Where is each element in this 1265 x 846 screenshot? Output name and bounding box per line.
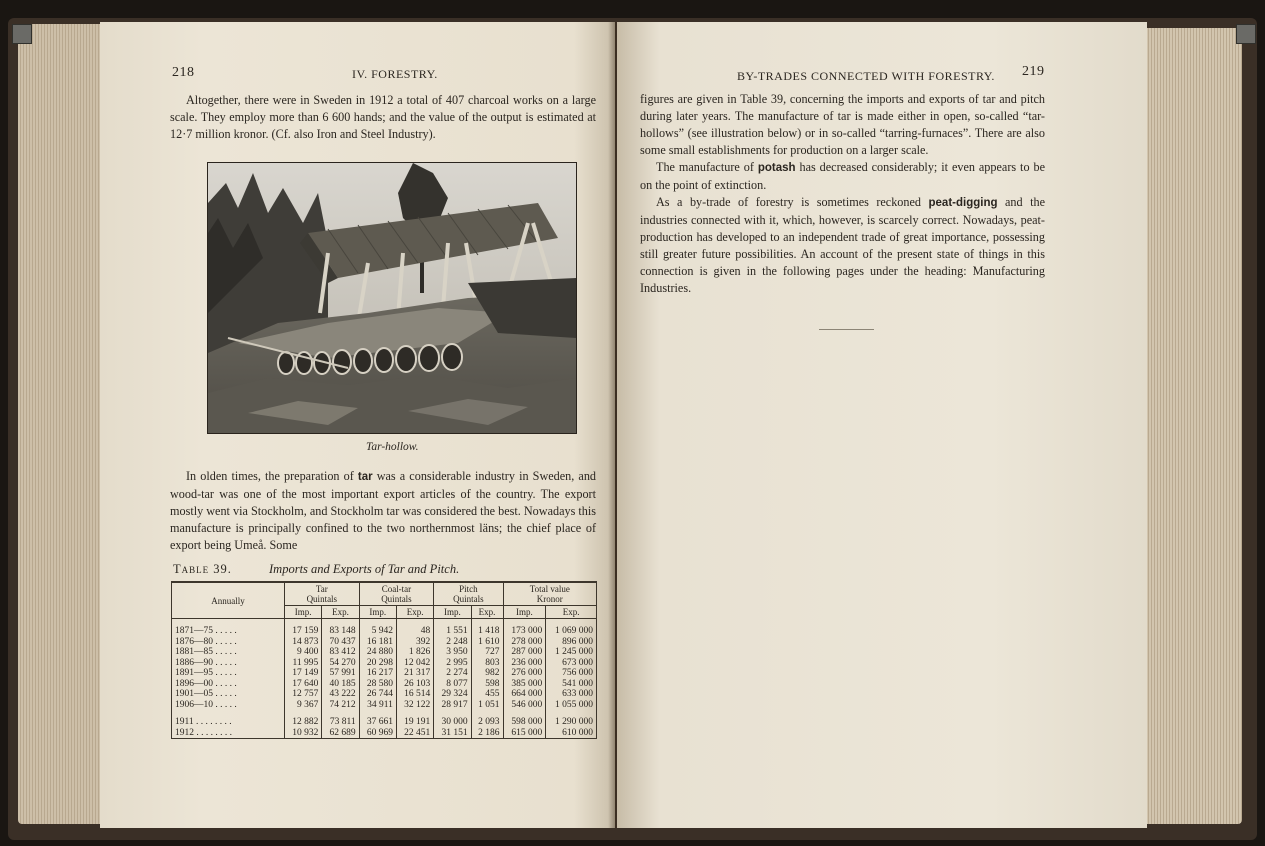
running-head: BY-TRADES CONNECTED WITH FORESTRY. [737,69,995,83]
peat-text-end: and the industries connected with it, which, however, is scarcely correct. Nowadays, peat-production has developed to an independent trade of great importance, possessing still greater future possibilities. An account of the present state of things in this connection is given in the following pages under the heading: Manufacturing Industries. [640,195,1045,295]
table-row [172,637,597,648]
intro-text: Altogether, there were in Sweden in 1912 a total of 407 charcoal works on a large scale. They employ more than 6 600 hands; and the value of the output is estimated at 12·7 million kronor. (Cf. also Iron and Steel Industry). [170,93,596,141]
value-cell: 17 149 [285,668,322,679]
page-edges-right [1142,28,1242,824]
value-cell: 29 324 [434,689,471,700]
value-cell: 278 000 [503,637,546,648]
value-cell: 664 000 [503,689,546,700]
subheader: Imp. [359,606,396,619]
col-group-pitch [434,582,503,606]
corner-clasp-top-right [1236,24,1256,44]
value-cell: 43 222 [322,689,359,700]
value-cell: 30 000 [434,717,471,728]
right-page [617,22,1147,828]
subheader: Exp. [322,606,359,619]
tar-hollow-illustration [208,163,576,433]
group-name: Pitch [459,584,478,594]
value-cell: 54 270 [322,658,359,669]
value-cell: 12 757 [285,689,322,700]
group-unit: Quintals [306,594,338,604]
period-cell: 1901—05 . . . . . [172,689,285,700]
row-header: Annually [172,582,285,619]
page-number: 219 [1022,64,1045,79]
value-cell: 9 400 [285,647,322,658]
value-cell: 9 367 [285,700,322,711]
tar-text [170,468,596,554]
value-cell: 756 000 [546,668,597,679]
group-name: Coal-tar [381,584,412,594]
table-name: Imports and Exports of Tar and Pitch. [269,562,460,576]
value-cell: 83 412 [322,647,359,658]
para-peat [640,194,1045,297]
value-cell: 26 103 [396,679,433,690]
value-cell: 34 911 [359,700,396,711]
value-cell: 12 882 [285,717,322,728]
value-cell: 12 042 [396,658,433,669]
value-cell: 2 186 [471,728,503,739]
value-cell: 48 [396,626,433,637]
value-cell: 8 077 [434,679,471,690]
subheader: Exp. [396,606,433,619]
value-cell: 1 245 000 [546,647,597,658]
table-row [172,717,597,728]
group-unit: Quintals [453,594,484,604]
value-cell: 5 942 [359,626,396,637]
value-cell: 17 159 [285,626,322,637]
figure-caption: Tar-hollow. [366,441,419,453]
value-cell: 1 610 [471,637,503,648]
value-cell: 16 181 [359,637,396,648]
peat-bold-word: peat-digging [928,197,998,209]
period-cell: 1911 . . . . . . . . [172,717,285,728]
value-cell: 37 661 [359,717,396,728]
period-cell: 1891—95 . . . . . [172,668,285,679]
value-cell: 1 290 000 [546,717,597,728]
table-spacer-row [172,619,597,627]
group-unit: Kronor [536,594,563,604]
table-row [172,728,597,739]
value-cell: 1 051 [471,700,503,711]
value-cell: 2 995 [434,658,471,669]
value-cell: 26 744 [359,689,396,700]
value-cell: 236 000 [503,658,546,669]
value-cell: 598 [471,679,503,690]
value-cell: 16 514 [396,689,433,700]
value-cell: 727 [471,647,503,658]
para-tar-methods: figures are given in Table 39, concerning the imports and exports of tar and pitch during later years. The manufacture of tar is made either in open, so-called “tar-hollows” (see illustration below) or in so-called “tarring-furnaces”. There are also some small establishments for production on a larger scale. [640,92,1045,157]
intro-paragraph [170,92,596,143]
table-row [172,679,597,690]
tar-hollow-photo [207,162,577,434]
corner-clasp-top-left [12,24,32,44]
subheader: Imp. [434,606,471,619]
value-cell: 22 451 [396,728,433,739]
table-row [172,689,597,700]
value-cell: 1 418 [471,626,503,637]
value-cell: 2 093 [471,717,503,728]
period-cell: 1871—75 . . . . . [172,626,285,637]
value-cell: 455 [471,689,503,700]
period-cell: 1886—90 . . . . . [172,658,285,669]
tar-text-start: In olden times, the preparation of [186,469,358,483]
value-cell: 803 [471,658,503,669]
right-text [640,91,1045,297]
value-cell: 633 000 [546,689,597,700]
potash-bold-word: potash [757,162,796,174]
section-rule [819,329,874,330]
table-spacer-row [172,710,597,717]
value-cell: 24 880 [359,647,396,658]
value-cell: 40 185 [322,679,359,690]
page-number: 218 [172,65,195,80]
value-cell: 3 950 [434,647,471,658]
table-row [172,626,597,637]
group-name: Tar [315,584,328,594]
value-cell: 20 298 [359,658,396,669]
period-cell: 1876—80 . . . . . [172,637,285,648]
table-row [172,647,597,658]
table-title [173,562,459,577]
potash-text-end: has decreased considerably; it even appears to be on the point of extinction. [640,160,1045,192]
value-cell: 2 274 [434,668,471,679]
value-cell: 982 [471,668,503,679]
value-cell: 615 000 [503,728,546,739]
value-cell: 28 917 [434,700,471,711]
value-cell: 70 437 [322,637,359,648]
subheader: Exp. [546,606,597,619]
period-cell: 1906—10 . . . . . [172,700,285,711]
col-group-total-value [503,582,596,606]
peat-text-start: As a by-trade of forestry is sometimes reckoned [656,195,929,209]
tar-bold-word: tar [357,471,373,483]
value-cell: 11 995 [285,658,322,669]
running-head: IV. FORESTRY. [352,67,438,81]
value-cell: 10 932 [285,728,322,739]
value-cell: 392 [396,637,433,648]
period-cell: 1896—00 . . . . . [172,679,285,690]
value-cell: 14 873 [285,637,322,648]
table-row [172,658,597,669]
value-cell: 57 991 [322,668,359,679]
table-label: Table 39. [173,562,232,576]
value-cell: 546 000 [503,700,546,711]
tar-paragraph [170,468,596,554]
value-cell: 541 000 [546,679,597,690]
group-name: Total value [529,584,570,594]
value-cell: 287 000 [503,647,546,658]
value-cell: 62 689 [322,728,359,739]
value-cell: 19 191 [396,717,433,728]
period-cell: 1881—85 . . . . . [172,647,285,658]
value-cell: 21 317 [396,668,433,679]
col-group-coal-tar [359,582,434,606]
table-row [172,668,597,679]
value-cell: 276 000 [503,668,546,679]
page-edges-left [18,24,113,824]
value-cell: 173 000 [503,626,546,637]
para-potash [640,159,1045,194]
value-cell: 896 000 [546,637,597,648]
value-cell: 60 969 [359,728,396,739]
value-cell: 83 148 [322,626,359,637]
value-cell: 610 000 [546,728,597,739]
value-cell: 673 000 [546,658,597,669]
value-cell: 31 151 [434,728,471,739]
value-cell: 2 248 [434,637,471,648]
subheader: Exp. [471,606,503,619]
value-cell: 1 826 [396,647,433,658]
value-cell: 17 640 [285,679,322,690]
value-cell: 1 069 000 [546,626,597,637]
value-cell: 385 000 [503,679,546,690]
table-row [172,700,597,711]
potash-text-start: The manufacture of [656,160,758,174]
value-cell: 598 000 [503,717,546,728]
value-cell: 16 217 [359,668,396,679]
value-cell: 73 811 [322,717,359,728]
table-body [172,619,597,739]
tar-text-end: was a considerable industry in Sweden, and wood-tar was one of the most important export articles of the country. The export mostly went via Stockholm, and Stockholm tar was considered the best. Nowadays this manufacture is principally confined to the two northernmost läns; the chief place of export being Umeå. Some [170,469,597,552]
group-unit: Quintals [381,594,412,604]
value-cell: 28 580 [359,679,396,690]
period-cell: 1912 . . . . . . . . [172,728,285,739]
subheader: Imp. [503,606,546,619]
col-group-tar [285,582,360,606]
value-cell: 32 122 [396,700,433,711]
tar-pitch-table [171,581,597,739]
subheader: Imp. [285,606,322,619]
value-cell: 74 212 [322,700,359,711]
value-cell: 1 551 [434,626,471,637]
value-cell: 1 055 000 [546,700,597,711]
